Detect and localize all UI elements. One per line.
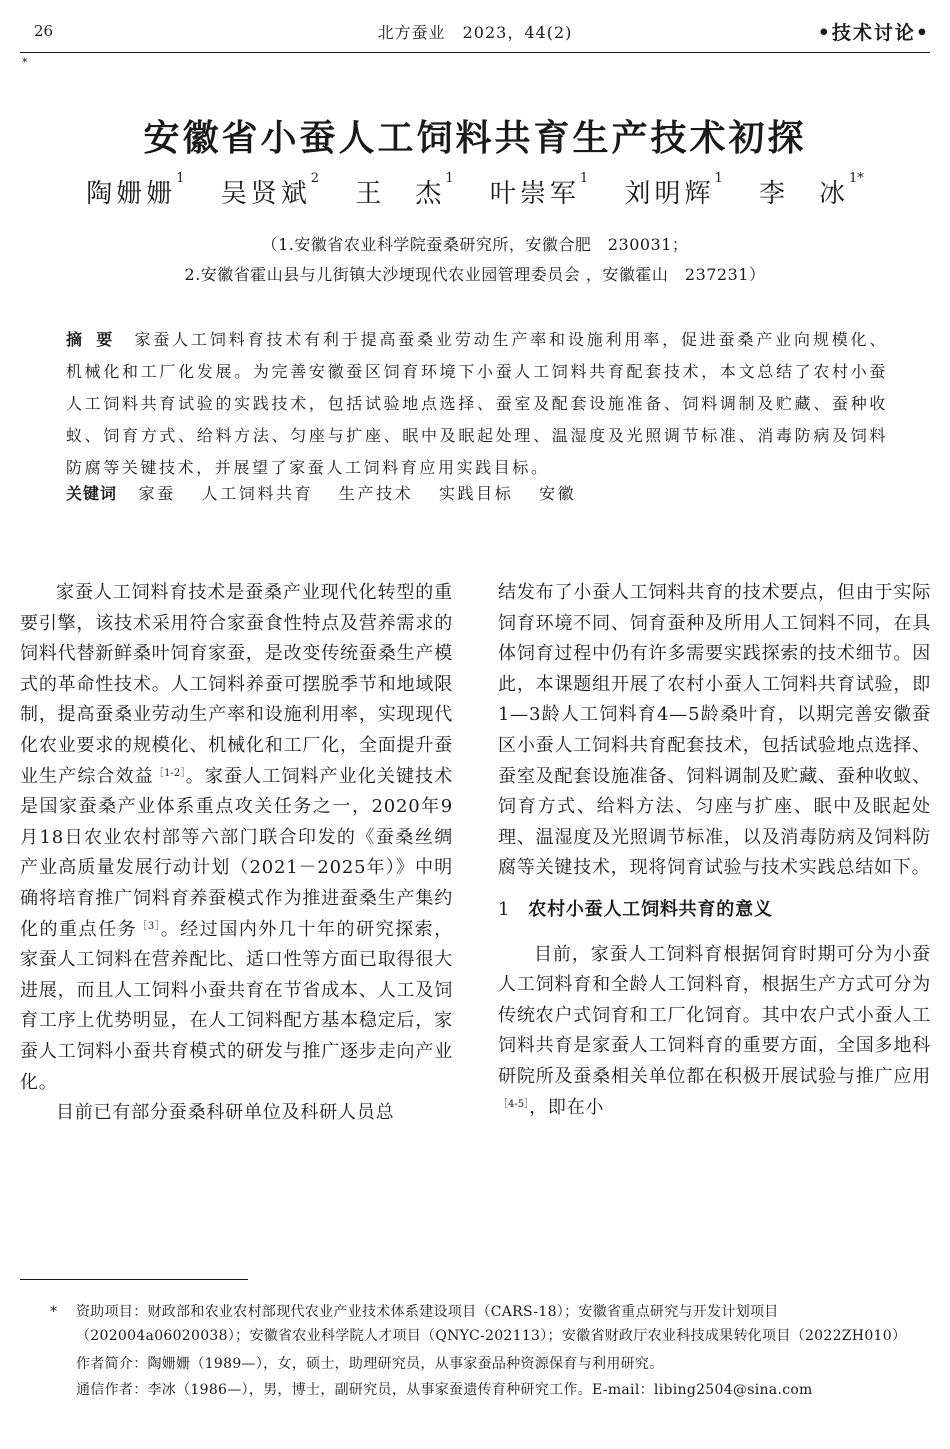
author: 李 冰$^{1*}$ xyxy=(759,171,864,209)
keywords-label: 关键词 xyxy=(66,484,118,503)
corresponding-author: 通信作者：李冰（1986—），男，博士，副研究员，从事家蚕遗传育种研究工作。E-mail：libing2504@sina.com xyxy=(76,1382,813,1398)
abstract xyxy=(66,324,888,484)
header-star-mark: * xyxy=(22,56,28,69)
article-title: 安徽省小蚕人工饲料共育生产技术初探 xyxy=(143,118,807,159)
body-paragraph: 目前已有部分蚕桑科研单位及科研人员总 xyxy=(56,1102,395,1124)
journal-info: 北方蚕业 2023，44(2) xyxy=(377,23,573,42)
affiliation-line: （1.安徽省农业科学院蚕桑研究所，安徽合肥 230031； xyxy=(261,235,689,254)
keyword: 实践目标 xyxy=(438,484,514,503)
author: 叶崇军$^1$ xyxy=(489,171,589,209)
page-number: 26 xyxy=(34,22,54,40)
author: 吴贤斌$^2$ xyxy=(220,171,320,209)
author: 王 杰$^1$ xyxy=(355,171,454,209)
keywords xyxy=(66,481,888,504)
body-column-left xyxy=(20,578,453,1129)
header-rule xyxy=(20,52,930,53)
body-paragraph: 目前，家蚕人工饲料育根据饲育时期可分为小蚕人工饲料育和全龄人工饲料育，根据生产方式可分为传统农户式饲育和工厂化饲育。其中农户式小蚕人工饲料共育是家蚕人工饲料育的重要方面，全国多地科研院所及蚕桑相关单位都在积极开展试验与推广应用$^{[4-5]}$，即在小 xyxy=(498,943,931,1118)
citation: ［4-5］ xyxy=(498,1098,530,1110)
body-column-right xyxy=(498,578,931,1123)
abstract-label: 摘要 xyxy=(66,330,127,349)
funding-note: * 资助项目：财政部和农业农村部现代农业产业技术体系建设项目（CARS-18）；安徽省重点研究与开发计划项目（202004a06020038）；安徽省农业科学院人才项目（QNYC-202113）；安徽省财政厅农业科技成果转化项目（2022ZH010） xyxy=(50,1304,907,1344)
affiliation-line: 2.安徽省霍山县与儿街镇大沙埂现代农业园管理委员会 ，安徽霍山 237231） xyxy=(184,265,766,284)
body-paragraph: 结发布了小蚕人工饲料共育的技术要点，但由于实际饲育环境不同、饲育蚕种及所用人工饲料不同，在具体饲育过程中仍有许多需要实践探索的技术细节。因此，本课题组开展了农村小蚕人工饲料共育试验，即1—3龄人工饲料育4—5龄桑叶育，以期完善安徽蚕区小蚕人工饲料共育配套技术，包括试验地点选择、蚕室及配套设施准备、饲料调制及贮藏、蚕种收蚁、饲育方式、给料方法、匀座与扩座、眠中及眠起处理、温湿度及光照调节标准，以及消毒防病及饲料防腐等关键技术，现将饲育试验与技术实践总结如下。 xyxy=(498,582,931,879)
keyword: 家蚕 xyxy=(138,484,176,503)
footnote-rule xyxy=(20,1279,248,1280)
author-list xyxy=(0,173,950,210)
keyword: 人工饲料共育 xyxy=(201,484,314,503)
section-heading: 1 农村小蚕人工饲料共育的意义 xyxy=(498,898,773,920)
section-label: •技术讨论• xyxy=(817,22,930,44)
keyword: 生产技术 xyxy=(338,484,414,503)
citation: ［3］ xyxy=(137,920,161,932)
author: 刘明辉$^1$ xyxy=(624,171,723,209)
keyword: 安徽 xyxy=(539,484,577,503)
body-paragraph: 家蚕人工饲料育技术是蚕桑产业现代化转型的重要引擎，该技术采用符合家蚕食性特点及营养需求的饲料代替新鲜桑叶饲育家蚕，是改变传统蚕桑生产模式的革命性技术。人工饲料养蚕可摆脱季节和地域限制，提高蚕桑业劳动生产率和设施利用率，实现现代化农业要求的规模化、机械化和工厂化，全面提升蚕业生产综合效益$^{[1-2]}$。家蚕人工饲料产业化关键技术是国家蚕桑产业体系重点攻关任务之一，2020年9月18日农业农村部等六部门联合印发的《蚕桑丝绸产业高质量发展行动计划（2021－2025年）》中明确将培育推广饲料育养蚕模式作为推进蚕桑生产集约化的重点任务$^{[3]}$。经过国内外几十年的研究探索，家蚕人工饲料在营养配比、适口性等方面已取得很大进展，而且人工饲料小蚕共育在节省成本、人工及饲育工序上优势明显，在人工饲料配方基本稳定后，家蚕人工饲料小蚕共育模式的研发与推广逐步走向产业化。 xyxy=(20,582,453,1093)
author-intro: 作者简介：陶姗姗（1989—），女，硕士，助理研究员，从事家蚕品种资源保育与利用研究。 xyxy=(76,1356,664,1372)
author: 陶姗姗$^1$ xyxy=(86,171,185,209)
footnotes xyxy=(50,1300,930,1402)
abstract-text: 家蚕人工饲料育技术有利于提高蚕桑业劳动生产率和设施利用率，促进蚕桑产业向规模化、机械化和工厂化发展。为完善安徽蚕区饲育环境下小蚕人工饲料共育配套技术，本文总结了农村小蚕人工饲料共育试验的实践技术，包括试验地点选择、蚕室及配套设施准备、饲料调制及贮藏、蚕种收蚁、饲育方式、给料方法、匀座与扩座、眠中及眠起处理、温湿度及光照调节标准、消毒防病及饲料防腐等关键技术，并展望了家蚕人工饲料育应用实践目标。 xyxy=(66,330,888,477)
citation: ［1-2］ xyxy=(153,767,186,779)
